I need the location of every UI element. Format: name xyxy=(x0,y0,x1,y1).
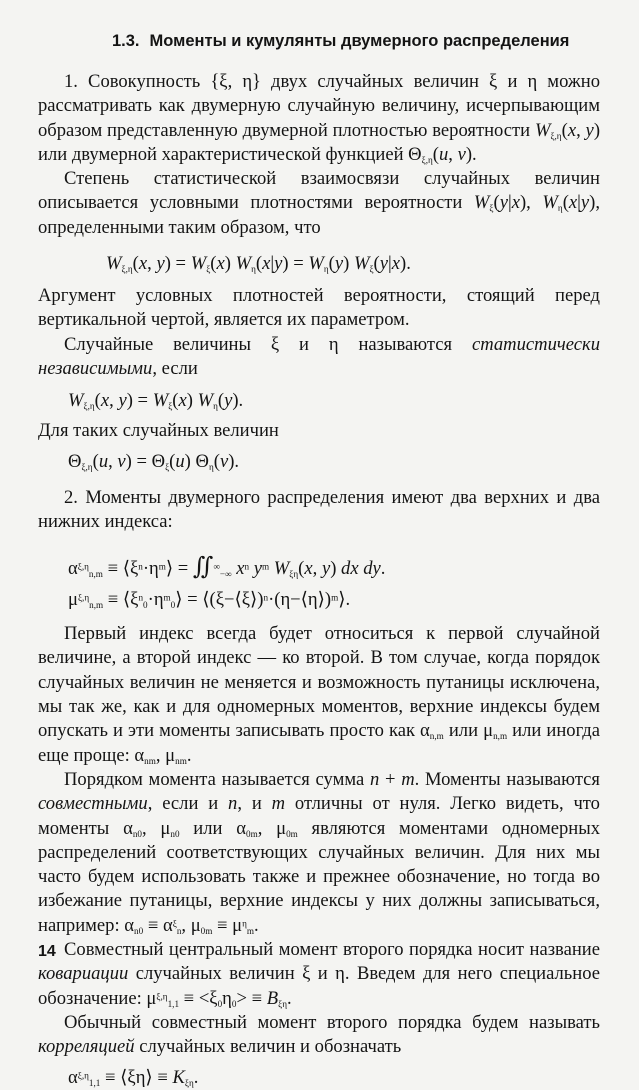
formula: $W_{\xi,\eta}(x$, $y) = W_\xi(x)$ $W_\eta(y)$. xyxy=(68,390,244,412)
paragraph: 1. Совокупность {ξ, η} двух случайных величин ξ и η можно рассматривать как двумерную случайную величину, исчерпывающим образом представленную двумерной плотностью вероятности $W_{\xi,\eta}(x$, y) или двумерной характеристической функцией $\Theta_{\xi,\eta}(u$, v). xyxy=(38,71,601,166)
paragraph: Порядком момента называется сумма n + m. Моменты называются совместными, если и n, и m отличны от нуля. Легко видеть, что моменты $\alpha_{n0}$, $\mu_{n0}$ или $\alpha_{0m}$, $\mu_{0m}$ являются моментами одномерных распределений соответствующих случайных величин. Для них мы часто будем использовать также и прежнее обозначение, но тогда во избежание путаницы, верхние индексы у них должны записываться, например: $\alpha_{n0} \equiv \alpha^\xi_n$, $\mu_{0m} \equiv \mu^\eta_m$. xyxy=(38,768,600,936)
paragraph: Совместный центральный момент второго порядка носит название ковариации случайных величин ξ и η. Введем для него специальное обозначение: $\mu^{\xi,\eta}_{1,1} \equiv <\xi_0\eta_0> \equiv B_{\xi\eta}$. xyxy=(38,939,600,1009)
page-number: 14 xyxy=(38,943,56,960)
paragraph: Первый индекс всегда будет относиться к первой случайной величине, а второй индекс — ко второй. В том случае, когда порядок случайных величин не меняется и возможность путаницы исключена, мы так же, как и для одномерных моментов, верхние индексы будем опускать и эти моменты записывать просто как $\alpha_{n,m}$ или $\mu_{n,m}$ или иногда еще проще: $\alpha_{nm}$, $\mu_{nm}$. xyxy=(38,623,600,766)
formula: $W_{\xi,\eta}(x$, $y) = W_\xi(x) W_\eta(x|y) = W_\eta(y)$ $W_\xi(y|x)$. xyxy=(106,253,411,275)
paragraph: Степень статистической взаимосвязи случайных величин описывается условными плотностями вероятности $W_\xi(y|x)$, $W_\eta(x|y)$, определенными таким образом, что xyxy=(38,168,600,238)
section-heading xyxy=(112,30,612,52)
section-number: 1.3. xyxy=(112,32,140,50)
paragraph: 2. Моменты двумерного распределения имеют два верхних и два нижних индекса: xyxy=(38,486,600,532)
paragraph: Аргумент условных плотностей вероятности, стоящий перед вертикальной чертой, является их параметром. xyxy=(38,285,600,331)
paragraph: Для таких случайных величин xyxy=(38,420,279,442)
paragraph: Случайные величины ξ и η называются статистически независимыми, если xyxy=(38,333,600,379)
page-body xyxy=(38,70,600,1090)
formula: $\mu^{\xi,\eta}_{n,m}$ ≡ $⟨\xi^n_0\cdot\eta^m_0⟩$ = ⟨(ξ−⟨ξ⟩)$^n$·(η−⟨η⟩)$^m$⟩. xyxy=(68,589,351,611)
section-title: Моменты и кумулянты двумерного распределения xyxy=(149,32,570,50)
paragraph: Обычный совместный момент второго порядка будем называть корреляцией случайных величин и обозначать xyxy=(38,1011,600,1058)
formula: $\Theta_{\xi,\eta}(u$, $v) = \Theta_\xi(u)$ $\Theta_\eta(v)$. xyxy=(68,450,240,472)
formula: $\alpha^{\xi,\eta}_{n,m}$ ≡ $⟨\xi^n\cdot\eta^m⟩$ = $∬^\infty_{-\infty}$ $x^n$ $y^m$ $W_{\xi\eta}(x$, y) dx dy. xyxy=(68,554,386,581)
formula: $\alpha^{\xi,\eta}_{1,1}$ ≡ ⟨ξη⟩ ≡ $K_{\xi\eta}$. xyxy=(68,1066,199,1088)
